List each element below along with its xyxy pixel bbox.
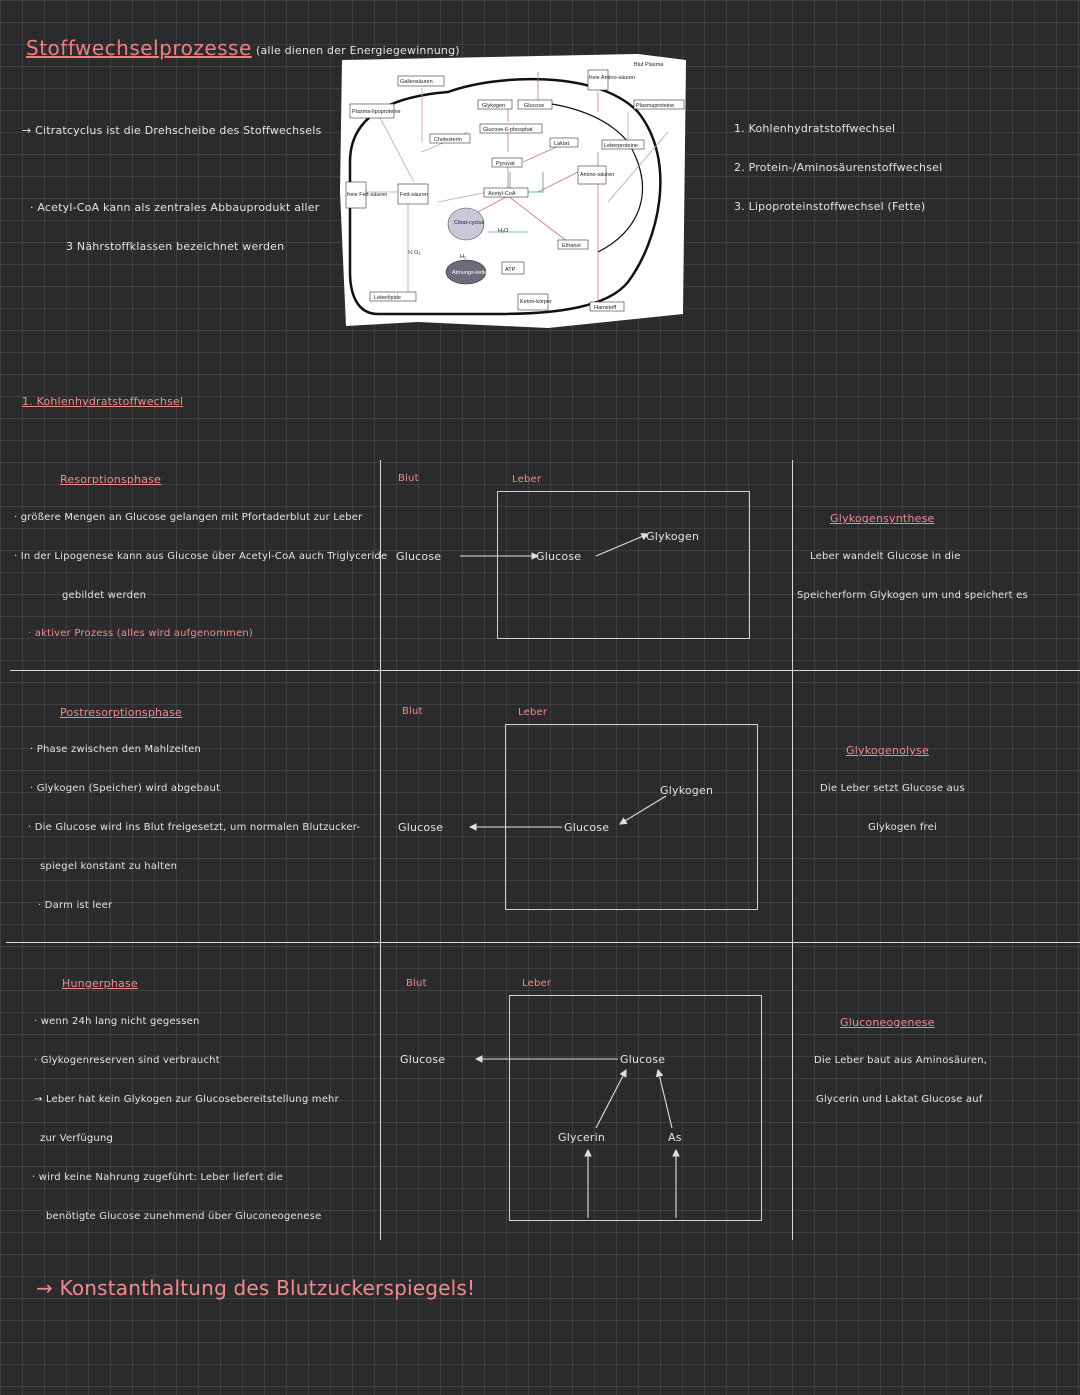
intro-acetyl-line1: · Acetyl-CoA kann als zentrales Abbauprodukt aller xyxy=(30,201,320,214)
phase1-glucose-leber: Glucose xyxy=(536,550,582,563)
phase1-glykogen: Glykogen xyxy=(646,530,700,543)
diagram-label-cholesterin: Cholesterin xyxy=(434,137,462,143)
phase2-line-4: spiegel konstant zu halten xyxy=(40,861,178,872)
section-heading: 1. Kohlenhydratstoffwechsel xyxy=(22,395,184,408)
list-item-1: 1. Kohlenhydratstoffwechsel xyxy=(734,122,896,135)
metabolism-diagram xyxy=(338,52,688,330)
phase2-glucose-leber: Glucose xyxy=(564,821,610,834)
phase1-title: Resorptionsphase xyxy=(60,473,162,486)
diagram-label-gallensaeuren: Gallensäuren xyxy=(400,79,433,85)
phase2-leber-box xyxy=(505,724,758,910)
diagram-label-atp: ATP xyxy=(505,267,516,273)
phase1-line-2: · In der Lipogenese kann aus Glucose über Acetyl-CoA auch Triglyceride xyxy=(14,551,388,562)
divider-2 xyxy=(6,942,1080,943)
phase3-line-3: → Leber hat kein Glykogen zur Glucosebereitstellung mehr xyxy=(34,1094,339,1105)
phase2-process-line-1: Die Leber setzt Glucose aus xyxy=(820,783,965,794)
diagram-label-leberlipide: Leberlipide xyxy=(374,295,401,301)
intro-citrate: → Citratcyclus ist die Drehscheibe des Stoffwechsels xyxy=(22,124,322,137)
diagram-label-half-o2: ½ O₂ xyxy=(408,250,421,256)
diagram-label-plasma-lipoproteine: Plasma-lipoproteine xyxy=(352,109,401,115)
phase1-leber-label: Leber xyxy=(512,474,542,485)
phase3-process-line-2: Glycerin und Laktat Glucose auf xyxy=(816,1094,983,1105)
phase3-process-line-1: Die Leber baut aus Aminosäuren, xyxy=(814,1055,988,1066)
divider-1 xyxy=(10,670,1080,671)
phase2-blut-label: Blut xyxy=(402,706,423,717)
diagram-label-citratcyclus: Citrat-cyclus xyxy=(454,220,485,226)
diagram-label-ethanol: Ethanol xyxy=(562,243,581,249)
page-subtitle: (alle dienen der Energiegewinnung) xyxy=(256,44,460,57)
phase3-line-5: · wird keine Nahrung zugeführt: Leber liefert die xyxy=(32,1172,283,1183)
phase3-title: Hungerphase xyxy=(62,977,138,990)
phase2-line-1: · Phase zwischen den Mahlzeiten xyxy=(30,744,201,755)
page-title: Stoffwechselprozesse xyxy=(26,36,252,60)
phase3-line-1: · wenn 24h lang nicht gegessen xyxy=(34,1016,200,1027)
diagram-label-pyruvat: Pyruvat xyxy=(496,161,515,167)
list-item-3: 3. Lipoproteinstoffwechsel (Fette) xyxy=(734,200,926,213)
diagram-label-leberproteine: Leberproteine xyxy=(604,143,638,149)
phase1-glucose-blut: Glucose xyxy=(396,550,442,563)
diagram-label-aminosaeuren: Amino-säuren xyxy=(580,172,615,178)
phase2-title: Postresorptionsphase xyxy=(60,706,183,719)
phase2-glykogen: Glykogen xyxy=(660,784,714,797)
phase3-line-4: zur Verfügung xyxy=(40,1133,114,1144)
divider-vertical-left xyxy=(380,460,381,1240)
phase3-as: As xyxy=(668,1131,682,1144)
phase1-line-1: · größere Mengen an Glucose gelangen mit Pfortaderblut zur Leber xyxy=(14,512,363,523)
phase1-leber-box xyxy=(497,491,750,639)
phase1-process-line-2: Speicherform Glykogen um und speichert es xyxy=(797,590,1028,601)
phase2-leber-label: Leber xyxy=(518,707,548,718)
phase1-line-3: gebildet werden xyxy=(62,590,147,601)
diagram-label-h2: H₂ xyxy=(460,254,467,260)
diagram-label-laktat: Laktat xyxy=(554,141,569,147)
phase2-line-2: · Glykogen (Speicher) wird abgebaut xyxy=(30,783,221,794)
diagram-label-glykogen: Glykogen xyxy=(482,103,506,109)
diagram-label-freie-aminosaeuren: freie Amino-säuren xyxy=(589,75,636,81)
divider-vertical-right xyxy=(792,460,793,1240)
diagram-label-harnstoff: Harnstoff xyxy=(594,305,617,311)
phase2-process-line-2: Glykogen frei xyxy=(868,822,937,833)
diagram-label-freie-fettsaeuren: freie Fett-säuren xyxy=(347,192,388,198)
phase3-glycerin: Glycerin xyxy=(558,1131,606,1144)
phase1-line-4: · aktiver Prozess (alles wird aufgenommen) xyxy=(28,628,253,639)
phase3-glucose-blut: Glucose xyxy=(400,1053,446,1066)
diagram-label-glucose6p: Glucose-6-phosphat xyxy=(483,127,533,133)
metabolism-diagram-svg xyxy=(338,52,688,330)
phase2-line-3: · Die Glucose wird ins Blut freigesetzt, um normalen Blutzucker- xyxy=(28,822,361,833)
phase3-line-6: benötigte Glucose zunehmend über Gluconeogenese xyxy=(46,1211,322,1222)
phase3-glucose-leber: Glucose xyxy=(620,1053,666,1066)
diagram-label-acetyl-coa: Acetyl-CoA xyxy=(488,191,516,197)
diagram-label-plasmaproteine: Plasmaproteine xyxy=(636,103,675,109)
phase1-process-title: Glykogensynthese xyxy=(830,512,935,525)
phase1-blut-label: Blut xyxy=(398,473,419,484)
phase2-process-title: Glykogenolyse xyxy=(846,744,929,757)
diagram-label-fettsaeuren: Fett-säuren xyxy=(400,192,429,198)
phase3-process-title: Gluconeogenese xyxy=(840,1016,935,1029)
conclusion: → Konstanthaltung des Blutzuckerspiegels! xyxy=(36,1276,476,1300)
diagram-label-blood-plasma: Blut Plasma xyxy=(634,62,664,68)
phase3-leber-label: Leber xyxy=(522,978,552,989)
intro-acetyl-line2: 3 Nährstoffklassen bezeichnet werden xyxy=(66,240,285,253)
diagram-label-atmungskette: Atmungs-kette xyxy=(452,270,488,276)
diagram-label-glucose: Glucose xyxy=(524,103,545,109)
diagram-label-ketonkoerper: Keton-körper xyxy=(520,299,552,305)
phase1-process-line-1: Leber wandelt Glucose in die xyxy=(810,551,961,562)
phase2-line-5: · Darm ist leer xyxy=(38,900,113,911)
list-item-2: 2. Protein-/Aminosäurenstoffwechsel xyxy=(734,161,943,174)
phase3-line-2: · Glykogenreserven sind verbraucht xyxy=(34,1055,220,1066)
phase3-blut-label: Blut xyxy=(406,978,427,989)
diagram-label-h2o: H₂O xyxy=(498,228,509,234)
phase2-glucose-blut: Glucose xyxy=(398,821,444,834)
phase3-leber-box xyxy=(509,995,762,1221)
